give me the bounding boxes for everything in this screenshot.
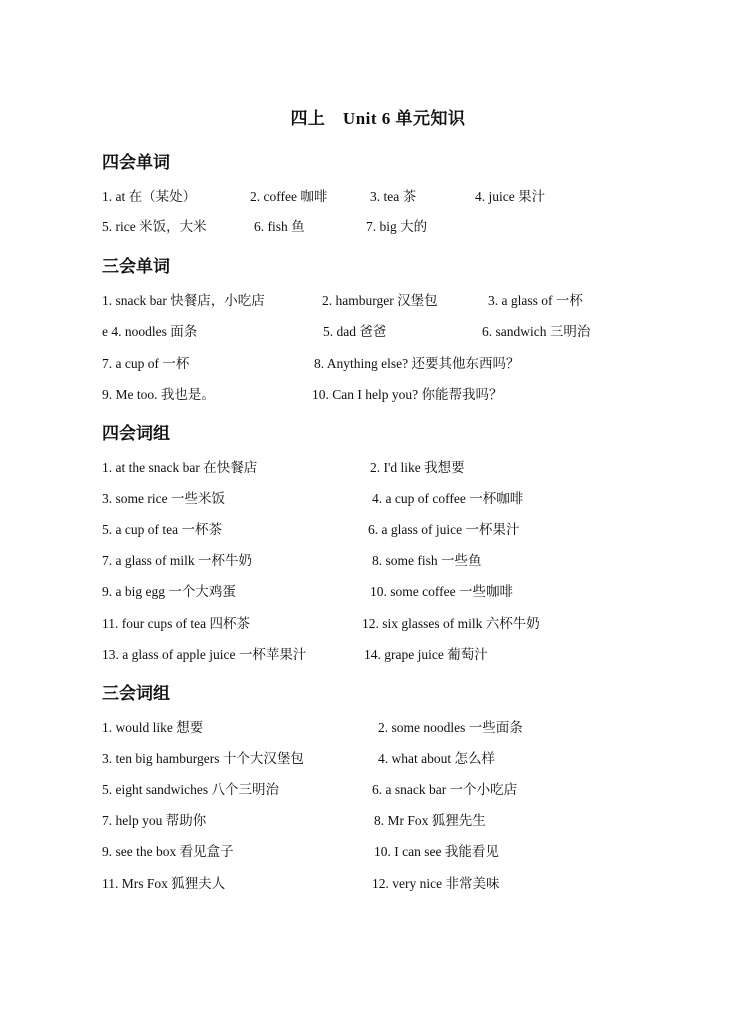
phrase-item: 9. see the box 看见盒子 [102,844,234,859]
phrase-item: 10. I can see 我能看见 [374,844,499,859]
phrase-item: 3. some rice 一些米饭 [102,491,225,506]
vocab-item: 7. big 大的 [366,219,428,234]
phrase-item: 5. a cup of tea 一杯茶 [102,522,222,537]
phrase-item: 4. what about 怎么样 [378,751,495,766]
phrase-item: 13. a glass of apple juice 一杯苹果汁 [102,647,307,662]
phrase-item: 2. some noodles 一些面条 [378,720,523,735]
vocab-item: e 4. noodles 面条 [102,324,198,339]
phrase-item: 8. Mr Fox 狐狸先生 [374,813,486,828]
phrase-item: 9. a big egg 一个大鸡蛋 [102,584,236,599]
phrase-item: 8. some fish 一些鱼 [372,553,482,568]
vocab-item: 10. Can I help you? 你能帮我吗？ [312,387,503,402]
phrase-item: 11. four cups of tea 四杯茶 [102,616,250,631]
vocab-item: 5. dad 爸爸 [323,324,387,339]
vocab-item: 4. juice 果汁 [475,189,546,204]
phrase-item: 10. some coffee 一些咖啡 [370,584,513,599]
phrase-item: 11. Mrs Fox 狐狸夫人 [102,876,226,891]
vocab-item: 1. at 在（某处） [102,189,197,204]
phrase-item: 1. would like 想要 [102,720,204,735]
phrase-item: 5. eight sandwiches 八个三明治 [102,782,279,797]
vocab-item: 3. tea 茶 [370,189,417,204]
section-heading-four-skill-phrases: 四会词组 [102,424,170,443]
phrase-item: 2. I'd like 我想要 [370,460,465,475]
vocab-item: 1. snack bar 快餐店，小吃店 [102,293,265,308]
phrase-item: 12. very nice 非常美味 [372,876,500,891]
phrase-item: 6. a glass of juice 一杯果汁 [368,522,520,537]
phrase-item: 4. a cup of coffee 一杯咖啡 [372,491,524,506]
phrase-item: 1. at the snack bar 在快餐店 [102,460,258,475]
section-heading-four-skill-words: 四会单词 [102,153,170,172]
vocab-item: 6. fish 鱼 [254,219,305,234]
vocab-item: 7. a cup of 一杯 [102,356,190,371]
vocab-item: 5. rice 米饭，大米 [102,219,207,234]
section-heading-three-skill-phrases: 三会词组 [102,684,170,703]
vocab-item: 8. Anything else? 还要其他东西吗？ [314,356,520,371]
vocab-item: 2. hamburger 汉堡包 [322,293,438,308]
section-heading-three-skill-words: 三会单词 [102,257,170,276]
phrase-item: 6. a snack bar 一个小吃店 [372,782,518,797]
phrase-item: 3. ten big hamburgers 十个大汉堡包 [102,751,304,766]
phrase-item: 12. six glasses of milk 六杯牛奶 [362,616,540,631]
page-title: 四上 Unit 6 单元知识 [290,109,466,128]
phrase-item: 14. grape juice 葡萄汁 [364,647,488,662]
vocab-item: 3. a glass of 一杯 [488,293,583,308]
vocab-item: 9. Me too. 我也是。 [102,387,215,402]
vocab-item: 6. sandwich 三明治 [482,324,591,339]
phrase-item: 7. help you 帮助你 [102,813,207,828]
vocab-item: 2. coffee 咖啡 [250,189,328,204]
phrase-item: 7. a glass of milk 一杯牛奶 [102,553,252,568]
